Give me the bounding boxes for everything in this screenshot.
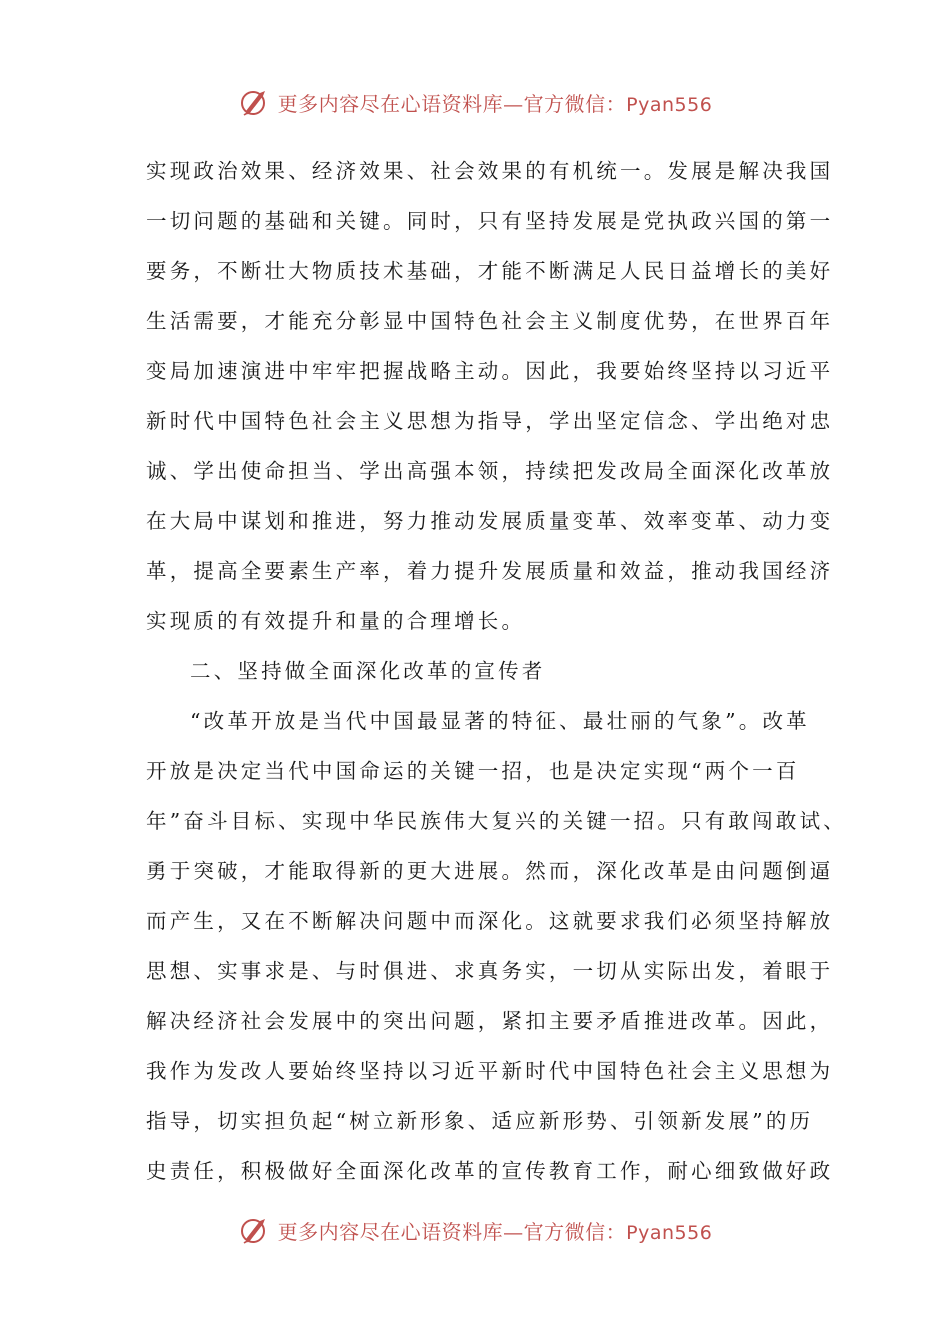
- text-line: “改革开放是当代中国最显著的特征、最壮丽的气象”。改革: [190, 709, 810, 733]
- text-line: 指导，切实担负起“树立新形象、适应新形势、引领新发展”的历: [146, 1109, 814, 1133]
- text-line: 开放是决定当代中国命运的关键一招，也是决定实现“两个一百: [146, 759, 800, 783]
- footer-watermark-text: 更多内容尽在心语资料库—官方微信：Pyan556: [277, 1219, 713, 1244]
- text-line: 实现政治效果、经济效果、社会效果的有机统一。发展是解决我国: [146, 159, 834, 183]
- section-heading: 二、坚持做全面深化改革的宣传者: [190, 659, 546, 683]
- pen-seal-logo-icon: [238, 85, 272, 119]
- text-line: 史责任，积极做好全面深化改革的宣传教育工作，耐心细致做好政: [146, 1159, 834, 1183]
- footer-watermark-banner: [0, 1208, 950, 1252]
- text-line: 革，提高全要素生产率，着力提升发展质量和效益，推动我国经济: [146, 559, 834, 583]
- text-line: 变局加速演进中牢牢把握战略主动。因此，我要始终坚持以习近平: [146, 359, 834, 383]
- document-body: [146, 146, 847, 1196]
- text-line: 新时代中国特色社会主义思想为指导，学出坚定信念、学出绝对忠: [146, 409, 834, 433]
- text-line: 思想、实事求是、与时俱进、求真务实，一切从实际出发，着眼于: [146, 959, 834, 983]
- header-watermark-banner: [0, 80, 950, 124]
- text-line: 一切问题的基础和关键。同时，只有坚持发展是党执政兴国的第一: [146, 209, 834, 233]
- text-line: 而产生，又在不断解决问题中而深化。这就要求我们必须坚持解放: [146, 909, 834, 933]
- text-line: 要务，不断壮大物质技术基础，才能不断满足人民日益增长的美好: [146, 259, 834, 283]
- header-watermark-text: 更多内容尽在心语资料库—官方微信：Pyan556: [277, 91, 713, 116]
- text-line: 解决经济社会发展中的突出问题，紧扣主要矛盾推进改革。因此，: [146, 1009, 834, 1033]
- text-line: 年”奋斗目标、实现中华民族伟大复兴的关键一招。只有敢闯敢试、: [146, 809, 847, 833]
- text-line: 实现质的有效提升和量的合理增长。: [146, 609, 526, 633]
- text-line: 勇于突破，才能取得新的更大进展。然而，深化改革是由问题倒逼: [146, 859, 834, 883]
- text-line: 在大局中谋划和推进，努力推动发展质量变革、效率变革、动力变: [146, 509, 834, 533]
- pen-seal-logo-icon: [238, 1213, 272, 1247]
- text-line: 诚、学出使命担当、学出高强本领，持续把发改局全面深化改革放: [146, 459, 834, 483]
- text-line: 生活需要，才能充分彰显中国特色社会主义制度优势，在世界百年: [146, 309, 834, 333]
- text-line: 我作为发改人要始终坚持以习近平新时代中国特色社会主义思想为: [146, 1059, 834, 1083]
